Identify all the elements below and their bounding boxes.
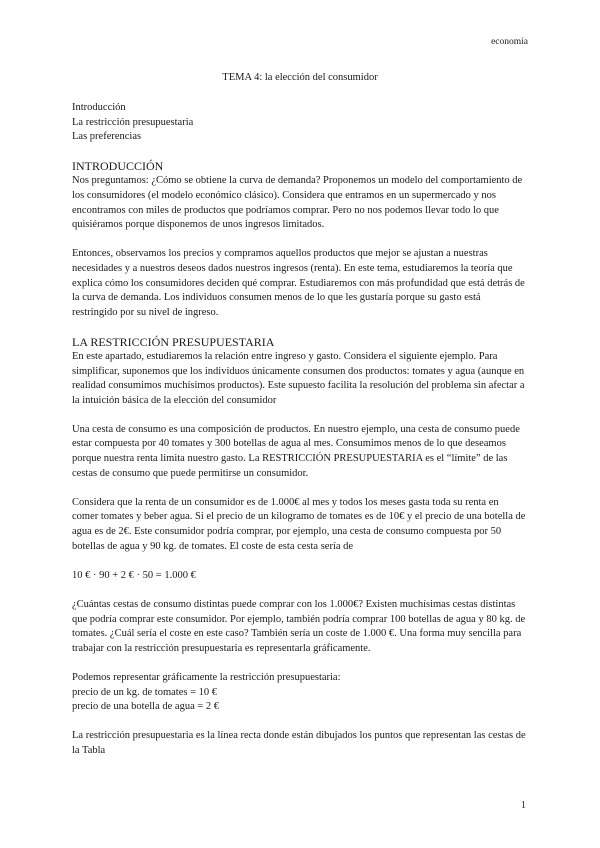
paragraph: ¿Cuántas cestas de consumo distintas puede comprar con los 1.000€? Existen muchísimas cestas distintas que podría comprar este consumidor. Por ejemplo, también podría comprar 100 botellas de agua y 80 kg. de tomates. ¿Cuál sería el coste en este caso? También sería un coste de 1.000 €. Una forma muy sencilla para trabajar con la restricción presupuestaria es representarla gráficamente.: [72, 599, 526, 654]
paragraph: Una cesta de consumo es una composición de productos. En nuestro ejemplo, una cesta de consumo puede estar compuesta por 40 tomates y 300 botellas de agua al mes. Consumimos menos de lo que deseamos porque nuestra renta limita nuestro gasto. La RESTRICCIÓN PRESUPUESTARIA es el “límite” de las cestas de consumo que puede permitirse un consumidor.: [72, 423, 520, 479]
price-water: precio de una botella de agua = 2 €: [72, 701, 220, 713]
table-of-contents: [72, 101, 527, 145]
paragraph: Entonces, observamos los precios y compramos aquellos productos que mejor se ajustan a nuestras necesidades y a nuestros deseos dados nuestros ingresos (renta). En este tema, estudiaremos la teoría que explica cómo los consumidores deciden qué comprar. Estudiaremos con más profundidad que está detrás de la curva de demanda. Los individuos consumen menos de lo que les gustaría porque su gasto está restringido por su nivel de ingreso.: [72, 248, 525, 318]
paragraph-line: Podemos representar gráficamente la restricción presupuestaria:: [72, 671, 341, 683]
toc-item: Introducción: [72, 102, 126, 113]
document-title: TEMA 4: la elección del consumidor: [222, 72, 378, 83]
page-number: 1: [521, 800, 526, 811]
paragraph: En este apartado, estudiaremos la relación entre ingreso y gasto. Considera el siguiente ejemplo. Para simplificar, suponemos que los individuos únicamente consumen dos productos: tomates y agua (aunque en realidad consumimos muchísimos productos). Este supuesto facilita la resolución del problema sin afectar a la intuición básica de la elección del consumidor: [72, 350, 525, 406]
cost-formula: 10 € · 90 + 2 € · 50 = 1.000 €: [72, 569, 196, 581]
section-heading-restriccion: LA RESTRICCIÓN PRESUPUESTARIA: [72, 334, 275, 349]
toc-item: Las preferencias: [72, 131, 142, 143]
toc-item: La restricción presupuestaria: [72, 116, 194, 128]
paragraph: Considera que la renta de un consumidor es de 1.000€ al mes y todos los meses gasta toda su renta en comer tomates y beber agua. Si el precio de un kilogramo de tomates es de 10€ y el precio de una botella de agua es de 2€. Este consumidor podría comprar, por ejemplo, una cesta de consumo compuesta por 50 botellas de agua y 90 kg. de tomates. El coste de esta cesta sería de: [72, 496, 526, 552]
paragraph: La restricción presupuestaria es la línea recta donde están dibujados los puntos que representan las cestas de la Tabla: [72, 730, 526, 756]
document-body: [72, 101, 527, 759]
price-tomatoes: precio de un kg. de tomates = 10 €: [72, 686, 218, 698]
paragraph: Nos preguntamos: ¿Cómo se obtiene la curva de demanda? Proponemos un modelo del comportamiento de los consumidores (el modelo económico clásico). Considera que entramos en un supermercado y nos encontramos con miles de productos que podríamos comprar. Pero no nos podemos llevar todo lo que quisiéramos porque disponemos de unos ingresos limitados.: [72, 175, 523, 231]
header-subject: economía: [491, 37, 528, 47]
section-heading-introduccion: INTRODUCCIÓN: [72, 159, 164, 174]
